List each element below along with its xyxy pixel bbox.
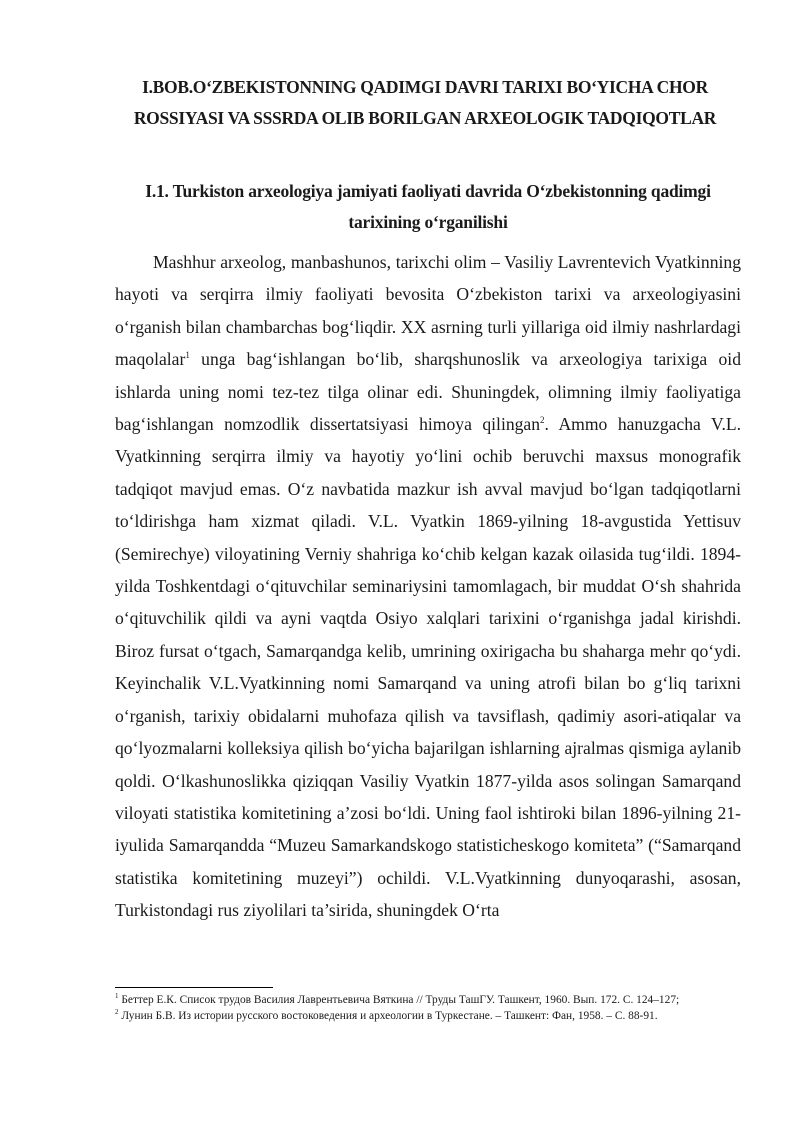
footnote-1 bbox=[115, 993, 741, 1009]
footnote-2 bbox=[115, 1009, 741, 1025]
body-text-part-1: Mashhur arxeolog, manbashunos, tarixchi olim – Vasiliy Lavrentevich Vyatkinning hayoti va serqirra ilmiy faoliyati bevosita O‘zbekiston tarixi va arxeologiyasini o‘rganish bilan chambarchas bog‘liqdir. XX asrning turli yillariga oid ilmiy nashrlardagi maqolalar bbox=[115, 252, 741, 370]
body-paragraph bbox=[115, 246, 741, 927]
footnote-ref-1: 1 bbox=[185, 350, 190, 361]
footnote-text-2: Лунин Б.В. Из истории русского востоковедения и археологии в Туркестане. – Ташкент: Фан, 1958. – С. 88-91. bbox=[118, 1009, 658, 1022]
footnotes bbox=[115, 993, 741, 1024]
body-text-part-3: . Ammo hanuzgacha V.L. Vyatkinning serqirra ilmiy va hayotiy yo‘lini ochib beruvchi maxsus monografik tadqiqot mavjud emas. O‘z navbatida mazkur ish avval mavjud bo‘lgan tadqiqotlarni to‘ldirishga ham xizmat qiladi. V.L. Vyatkin 1869-yilning 18-avgustida Yettisuv (Semirechye) viloyatining Verniy shahriga ko‘chib kelgan kazak oilasida tug‘ildi. 1894-yilda Toshkentdagi o‘qituvchilar seminariysini tamomlagach, bir muddat O‘sh shahrida o‘qituvchilik qildi va ayni vaqtda Osiyo xalqlari tarixini o‘rganishga jadal kirishdi. Biroz fursat o‘tgach, Samarqandga kelib, umrining oxirigacha bu shaharga mehr qo‘ydi. Keyinchalik V.L.Vyatkinning nomi Samarqand va uning atrofi bilan bo g‘liq tarixni o‘rganish, tarixiy obidalarni muhofaza qilish va tavsiflash, qadimiy asori-atiqalar va qo‘lyozmalarni kolleksiya qilish bo‘yicha bajarilgan ishlarning ajralmas qismiga aylanib qoldi. O‘lkashunoslikka qiziqqan Vasiliy Vyatkin 1877-yilda asos solingan Samarqand viloyati statistika komitetining a’zosi bo‘ldi. Uning faol ishtiroki bilan 1896-yilning 21-iyulida Samarqandda “Muzeu Samarkandskogo statisticheskogo komiteta” (“Samarqand statistika komitetining muzeyi”) ochildi. V.L.Vyatkinning dunyoqarashi, asosan, Turkistondagi rus ziyolilari ta’sirida, shuningdek O‘rta bbox=[115, 414, 742, 921]
footnote-ref-2: 2 bbox=[540, 415, 545, 426]
section-title: I.1. Turkiston arxeologiya jamiyati faoliyati davrida O‘zbekistonning qadimgi tarixining o‘rganilishi bbox=[145, 181, 711, 232]
footnote-text-1: Беттер Е.К. Список трудов Василия Лаврентьевича Вяткина // Труды ТашГУ. Ташкент, 1960. Вып. 172. С. 124–127; bbox=[118, 994, 680, 1006]
footnote-separator bbox=[115, 987, 273, 988]
footnote-mark-1: 1 bbox=[115, 992, 119, 1001]
chapter-title: I.BOB.O‘ZBEKISTONNING QADIMGI DAVRI TARIXI BO‘YICHA CHOR ROSSIYASI VA SSSRDA OLIB BORILGAN ARXEOLOGIK TADQIQOTLAR bbox=[133, 77, 717, 128]
body-text-part-2: unga bag‘ishlangan bo‘lib, sharqshunoslik va arxeologiya tarixiga oid ishlarda uning nomi tez-tez tilga olinar edi. Shuningdek, olimning ilmiy faoliyatiga bag‘ishlangan nomzodlik dissertatsiyasi himoya qilingan bbox=[115, 349, 741, 435]
footnote-mark-2: 2 bbox=[115, 1007, 119, 1016]
